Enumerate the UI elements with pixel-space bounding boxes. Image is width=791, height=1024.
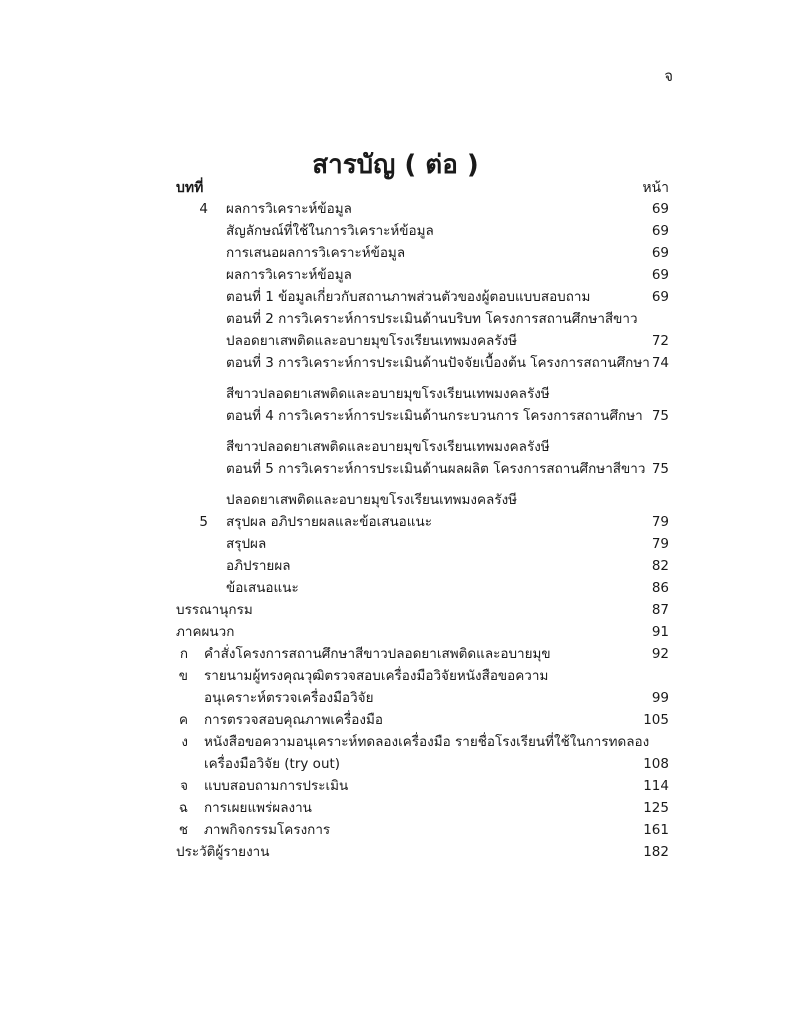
toc-entry [0,599,791,621]
toc-entry [0,643,791,665]
toc-entry-label: สีขาวปลอดยาเสพติดและอบายมุขโรงเรียนเทพมงคลรังษี [226,439,550,455]
toc-entry [0,264,791,286]
toc-entry [0,489,791,511]
toc-entry-label: ภาพกิจกรรมโครงการ [204,822,331,838]
toc-entry [0,797,791,819]
toc-entry-page: 69 [651,223,669,239]
page-number-letter: จ [664,67,673,85]
toc-entry-page: 87 [651,602,669,618]
toc-entry-label: บรรณานุกรม [176,602,253,618]
toc-entry-page: 79 [651,514,669,530]
toc-entry-page: 69 [651,245,669,261]
toc-entry-label: การเผยแพร่ผลงาน [204,800,312,816]
toc-entry-page: 92 [651,646,669,662]
toc-entry-label: สีขาวปลอดยาเสพติดและอบายมุขโรงเรียนเทพมงคลรังษี [226,386,550,402]
page-title: สารบัญ ( ต่อ ) [312,150,479,180]
toc-entry-label: การเสนอผลการวิเคราะห์ข้อมูล [226,245,406,261]
toc-entry-page: 69 [651,201,669,217]
toc-entry [0,308,791,330]
toc-entry [0,841,791,863]
toc-entry [0,383,791,405]
toc-entry-label: ตอนที่ 1 ข้อมูลเกี่ยวกับสถานภาพส่วนตัวของผู้ตอบแบบสอบถาม [226,289,591,305]
toc-entry-label: ผลการวิเคราะห์ข้อมูล [226,201,352,217]
toc-entry [0,709,791,731]
toc-entry-label: เครื่องมือวิจัย (try out) [204,756,341,772]
toc-entry-page: 114 [643,778,669,794]
toc-entry [0,533,791,555]
toc-entry [0,731,791,753]
page-column-header: หน้า [642,180,669,196]
toc-entry-label: สัญลักษณ์ที่ใช้ในการวิเคราะห์ข้อมูล [226,223,434,239]
toc-entry-number: ฉ [178,800,188,816]
toc-entry-page: 75 [651,461,669,477]
toc-entry [0,352,791,374]
toc-entry [0,242,791,264]
toc-entry [0,687,791,709]
toc-entry-label: ผลการวิเคราะห์ข้อมูล [226,267,352,283]
toc-entry-page: 125 [643,800,669,816]
toc-entry-label: ภาคผนวก [176,624,235,640]
toc-entry-label: แบบสอบถามการประเมิน [204,778,349,794]
toc-entry-label: หนังสือขอความอนุเคราะห์ทดลองเครื่องมือ รายชื่อโรงเรียนที่ใช้ในการทดลอง [204,734,650,750]
toc-entry-number: ข [178,668,188,684]
toc-entry-label: รายนามผู้ทรงคุณวุฒิตรวจสอบเครื่องมือวิจัยหนังสือขอความ [204,668,549,684]
toc-entry-page: 108 [643,756,669,772]
toc-entry-page: 74 [651,355,669,371]
toc-entry-page: 99 [651,690,669,706]
toc-entry-page: 69 [651,267,669,283]
toc-entry [0,819,791,841]
toc-entry [0,458,791,480]
toc-entry-label: ประวัติผู้รายงาน [176,844,270,860]
toc-entry [0,665,791,687]
toc-entry-label: การตรวจสอบคุณภาพเครื่องมือ [204,712,383,728]
toc-entry [0,286,791,308]
toc-entry-number: 5 [199,514,208,530]
toc-entry [0,577,791,599]
toc-entry [0,555,791,577]
toc-entry-page: 69 [651,289,669,305]
toc-entry-page: 72 [651,333,669,349]
toc-entry-label: ข้อเสนอแนะ [226,580,299,596]
toc-entry-page: 79 [651,536,669,552]
toc-entry-page: 182 [643,844,669,860]
toc-entry-page: 86 [651,580,669,596]
toc-entry-label: สรุปผล อภิปรายผลและข้อเสนอแนะ [226,514,432,530]
toc-entry-label: อภิปรายผล [226,558,291,574]
toc-entry [0,511,791,533]
toc-entry [0,621,791,643]
toc-entry-label: ตอนที่ 4 การวิเคราะห์การประเมินด้านกระบวนการ โครงการสถานศึกษา [226,408,643,424]
toc-entry-number: ช [178,822,188,838]
toc-entry [0,753,791,775]
toc-entry [0,198,791,220]
toc-entry-label: ตอนที่ 3 การวิเคราะห์การประเมินด้านปัจจัยเบื้องต้น โครงการสถานศึกษา [226,355,650,371]
toc-entry [0,775,791,797]
toc-entry-label: ตอนที่ 5 การวิเคราะห์การประเมินด้านผลผลิต โครงการสถานศึกษาสีขาว [226,461,646,477]
toc-entry-page: 91 [651,624,669,640]
toc-entry-label: ตอนที่ 2 การวิเคราะห์การประเมินด้านบริบท โครงการสถานศึกษาสีขาว [226,311,638,327]
toc-entry [0,330,791,352]
toc-entry-page: 161 [643,822,669,838]
toc-entry-page: 82 [651,558,669,574]
toc-entry [0,405,791,427]
toc-entry-number: ง [181,734,188,750]
toc-entry-label: ปลอดยาเสพติดและอบายมุขโรงเรียนเทพมงคลรังษี [226,492,518,508]
toc-entry-number: 4 [199,201,208,217]
toc-entry-number: ก [179,646,188,662]
toc-entry-page: 105 [643,712,669,728]
toc-entry-label: อนุเคราะห์ตรวจเครื่องมือวิจัย [204,690,374,706]
toc-entry-label: สรุปผล [226,536,267,552]
toc-entry-number: จ [180,778,188,794]
toc-entry-page: 75 [651,408,669,424]
chapter-column-header: บทที่ [176,180,204,196]
table-of-contents [0,198,791,863]
toc-entry-label: ปลอดยาเสพติดและอบายมุขโรงเรียนเทพมงคลรังษี [226,333,518,349]
toc-entry [0,436,791,458]
toc-entry-label: คำสั่งโครงการสถานศึกษาสีขาวปลอดยาเสพติดและอบายมุข [204,646,551,662]
toc-entry [0,220,791,242]
toc-entry-number: ค [178,712,188,728]
